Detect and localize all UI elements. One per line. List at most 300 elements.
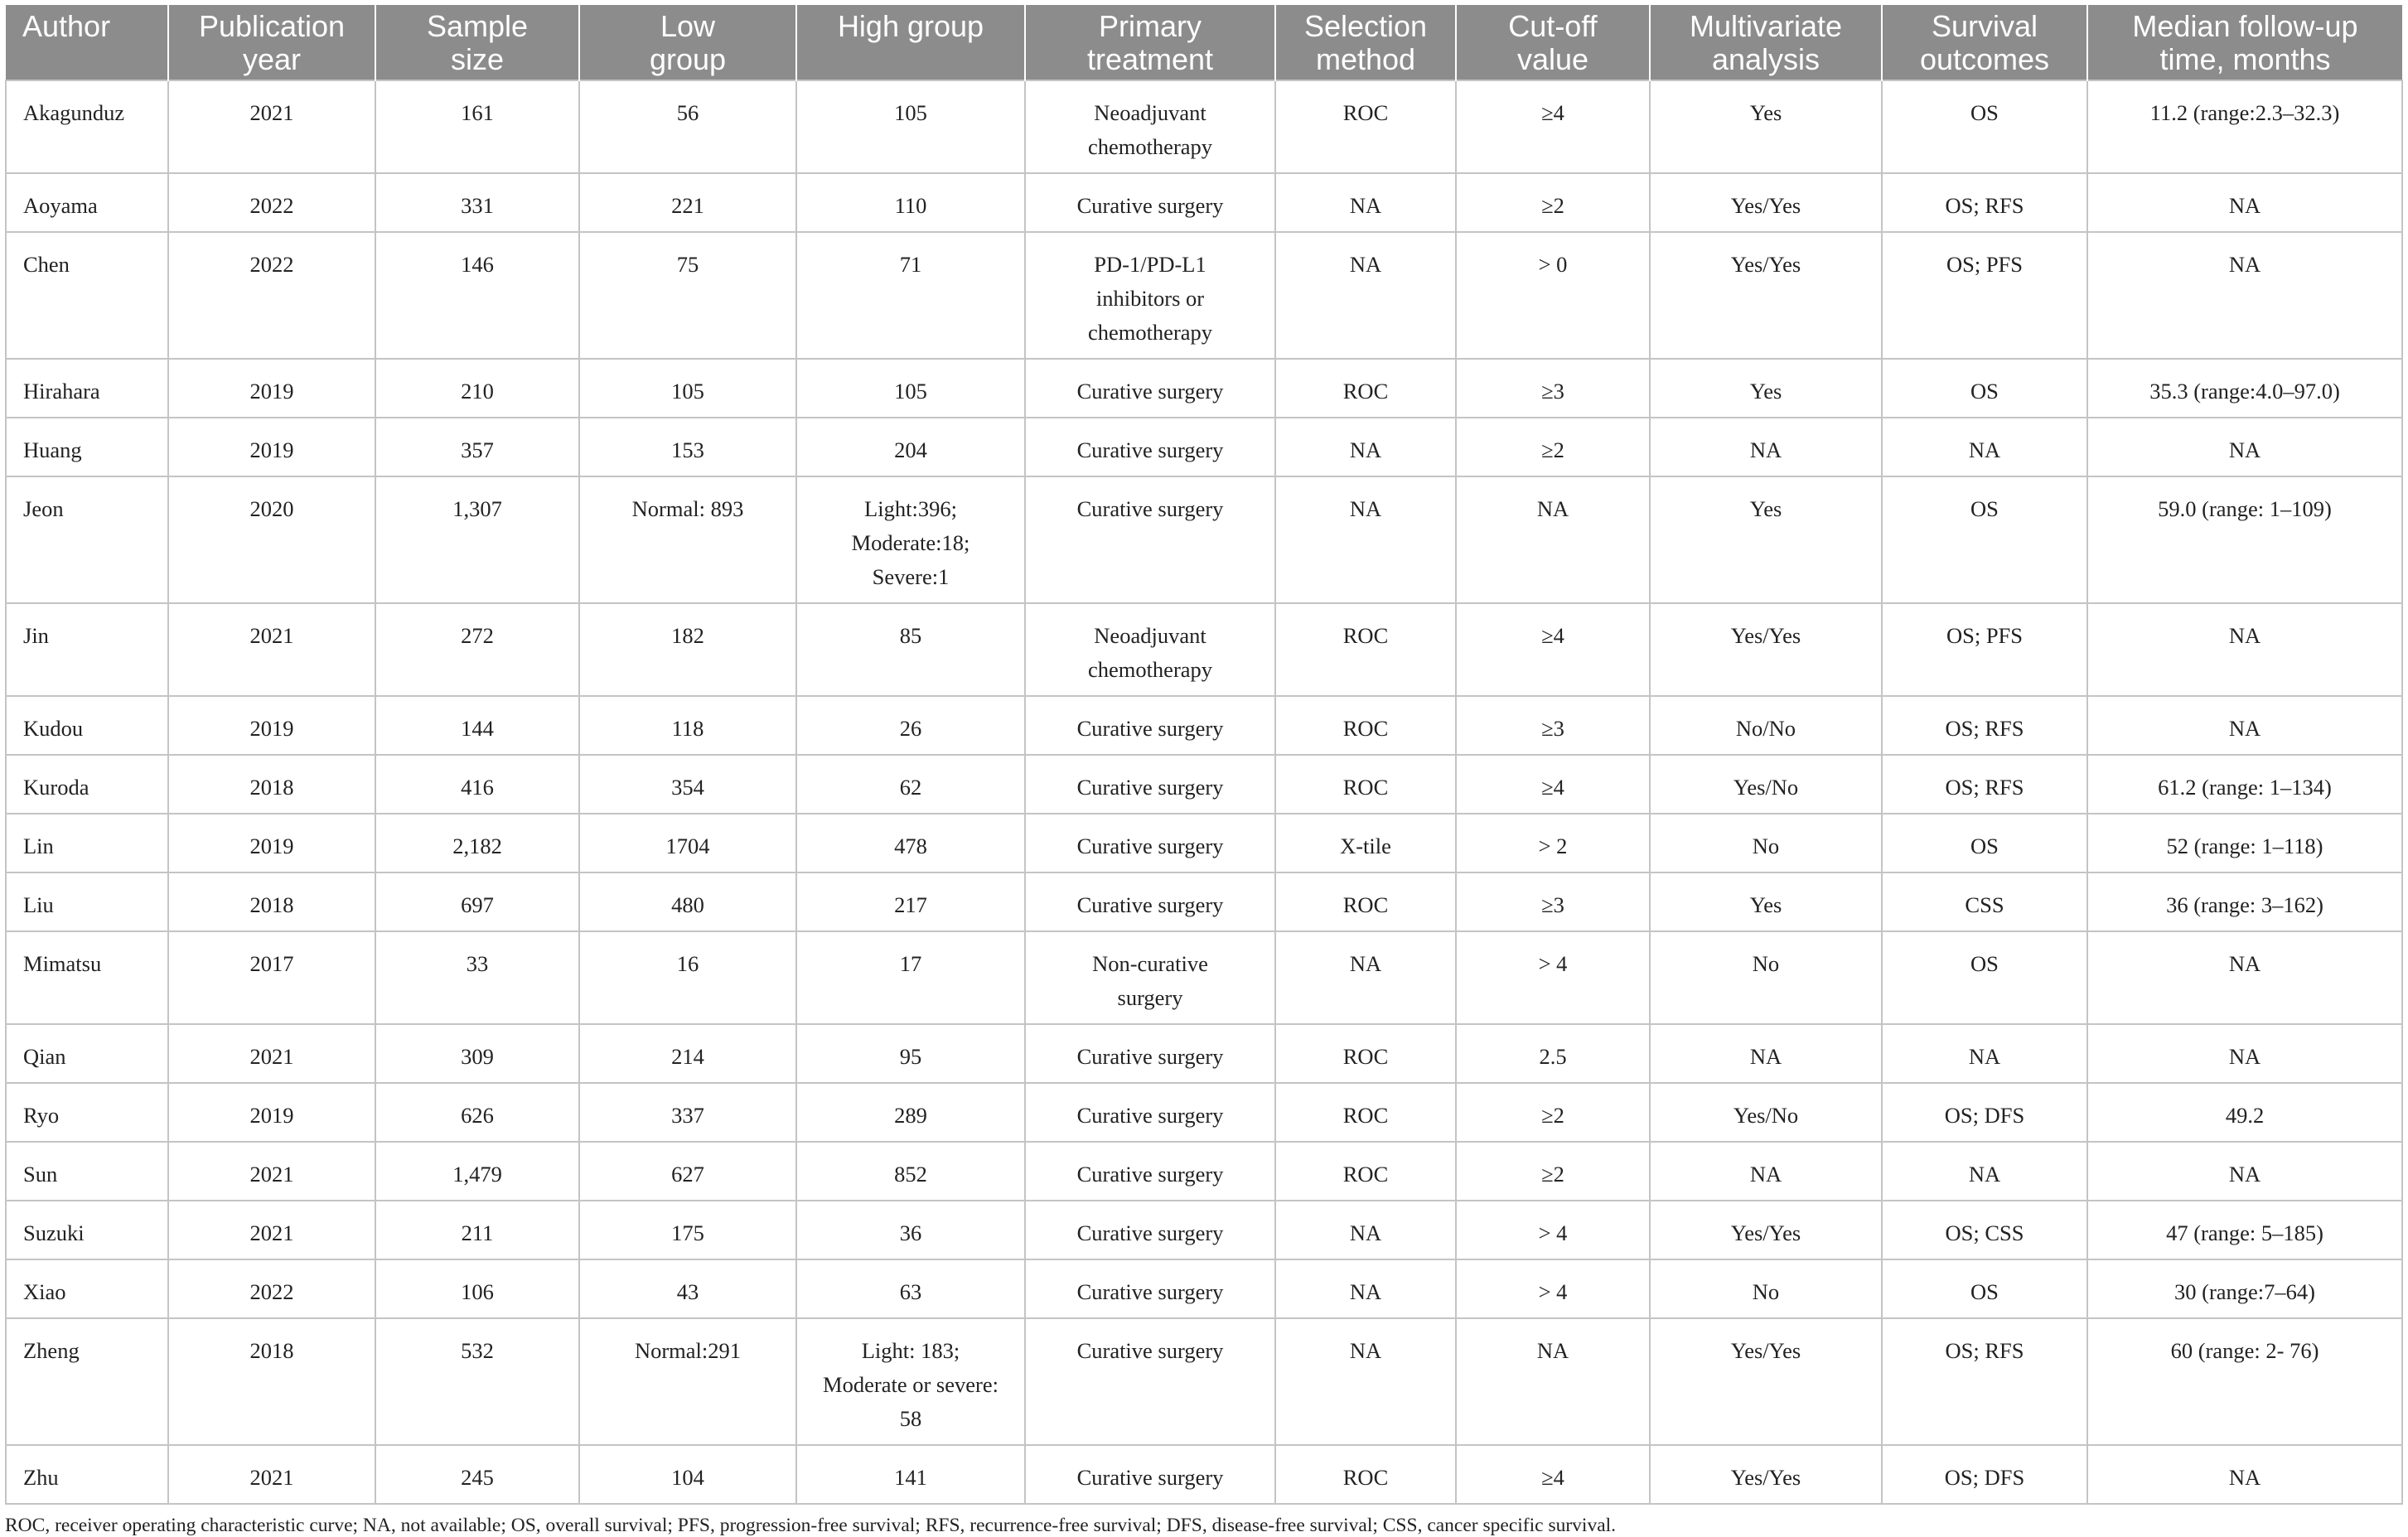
cell-low-group bbox=[579, 1445, 796, 1504]
cell-selection-method: ROC bbox=[1275, 603, 1456, 696]
cell-primary-treatment bbox=[1025, 1318, 1275, 1445]
cell-line: 110 bbox=[894, 193, 927, 218]
table-row bbox=[6, 359, 2402, 418]
cell-line: Curative surgery bbox=[1076, 379, 1224, 404]
cell-cutoff-value: ≥4 bbox=[1456, 1445, 1650, 1504]
cell-multivariate-analysis: NA bbox=[1650, 1024, 1882, 1083]
cell-low-group bbox=[579, 418, 796, 476]
table-row bbox=[6, 1083, 2402, 1142]
cell-multivariate-analysis: No bbox=[1650, 814, 1882, 872]
cell-selection-method: ROC bbox=[1275, 872, 1456, 931]
cell-selection-method: ROC bbox=[1275, 696, 1456, 755]
cell-selection-method: NA bbox=[1275, 931, 1456, 1024]
table-row bbox=[6, 1445, 2402, 1504]
cell-line: 217 bbox=[894, 892, 927, 917]
cell-line: 627 bbox=[671, 1162, 704, 1187]
column-header-primary-treatment bbox=[1025, 5, 1275, 80]
cell-author: Jeon bbox=[6, 476, 168, 603]
cell-primary-treatment bbox=[1025, 1201, 1275, 1259]
cell-line: 289 bbox=[894, 1103, 927, 1128]
cell-publication-year: 2019 bbox=[168, 696, 375, 755]
cell-line: Light: 183; bbox=[861, 1338, 960, 1363]
cell-line: 95 bbox=[899, 1044, 922, 1069]
cell-multivariate-analysis: NA bbox=[1650, 418, 1882, 476]
column-header-high-group bbox=[796, 5, 1025, 80]
cell-line: chemotherapy bbox=[1087, 657, 1213, 682]
header-line: year bbox=[242, 42, 302, 76]
cell-high-group bbox=[796, 1024, 1025, 1083]
cell-median-followup: NA bbox=[2087, 418, 2402, 476]
cell-multivariate-analysis: Yes/Yes bbox=[1650, 1318, 1882, 1445]
cell-median-followup: 61.2 (range: 1–134) bbox=[2087, 755, 2402, 814]
cell-line: 16 bbox=[676, 951, 699, 976]
cell-high-group bbox=[796, 1445, 1025, 1504]
cell-publication-year: 2020 bbox=[168, 476, 375, 603]
cell-median-followup: NA bbox=[2087, 931, 2402, 1024]
table-row bbox=[6, 696, 2402, 755]
cell-low-group bbox=[579, 359, 796, 418]
header-line: Survival bbox=[1931, 9, 2038, 43]
cell-low-group bbox=[579, 603, 796, 696]
cell-selection-method: NA bbox=[1275, 418, 1456, 476]
cell-primary-treatment bbox=[1025, 80, 1275, 173]
cell-sample-size: 272 bbox=[375, 603, 579, 696]
cell-high-group bbox=[796, 603, 1025, 696]
table-row bbox=[6, 80, 2402, 173]
cell-survival-outcomes: OS bbox=[1882, 476, 2087, 603]
cell-survival-outcomes: OS; RFS bbox=[1882, 696, 2087, 755]
cell-survival-outcomes: OS; PFS bbox=[1882, 232, 2087, 359]
cell-low-group bbox=[579, 814, 796, 872]
cell-high-group bbox=[796, 1318, 1025, 1445]
cell-low-group bbox=[579, 1142, 796, 1201]
cell-line: 56 bbox=[676, 100, 699, 125]
cell-high-group bbox=[796, 814, 1025, 872]
cell-line: inhibitors or bbox=[1095, 286, 1205, 311]
table-row bbox=[6, 1142, 2402, 1201]
header-line: time, months bbox=[2159, 42, 2331, 76]
cell-sample-size: 161 bbox=[375, 80, 579, 173]
cell-author: Zhu bbox=[6, 1445, 168, 1504]
cell-low-group bbox=[579, 1083, 796, 1142]
cell-line: chemotherapy bbox=[1087, 320, 1213, 345]
cell-line: Curative surgery bbox=[1076, 1465, 1224, 1490]
table-row bbox=[6, 603, 2402, 696]
column-header-median-followup bbox=[2087, 5, 2402, 80]
cell-median-followup: NA bbox=[2087, 603, 2402, 696]
cell-author: Lin bbox=[6, 814, 168, 872]
cell-line: Moderate:18; bbox=[851, 530, 970, 555]
cell-cutoff-value: ≥3 bbox=[1456, 696, 1650, 755]
cell-publication-year: 2021 bbox=[168, 80, 375, 173]
cell-low-group bbox=[579, 232, 796, 359]
cell-survival-outcomes: OS bbox=[1882, 1259, 2087, 1318]
cell-multivariate-analysis: Yes/Yes bbox=[1650, 232, 1882, 359]
cell-line: chemotherapy bbox=[1087, 134, 1213, 159]
cell-high-group bbox=[796, 1083, 1025, 1142]
column-header-publication-year bbox=[168, 5, 375, 80]
cell-cutoff-value: > 4 bbox=[1456, 931, 1650, 1024]
header-line: value bbox=[1516, 42, 1589, 76]
column-header-cutoff-value bbox=[1456, 5, 1650, 80]
cell-multivariate-analysis: Yes bbox=[1650, 872, 1882, 931]
cell-survival-outcomes: OS; DFS bbox=[1882, 1083, 2087, 1142]
cell-high-group bbox=[796, 476, 1025, 603]
cell-cutoff-value: 2.5 bbox=[1456, 1024, 1650, 1083]
cell-line: Curative surgery bbox=[1076, 1044, 1224, 1069]
cell-low-group bbox=[579, 173, 796, 232]
cell-line: Non-curative bbox=[1092, 951, 1208, 976]
cell-selection-method: ROC bbox=[1275, 1024, 1456, 1083]
cell-primary-treatment bbox=[1025, 232, 1275, 359]
cell-line: 354 bbox=[671, 775, 704, 800]
cell-line: Light:396; bbox=[864, 496, 957, 521]
table-row bbox=[6, 1201, 2402, 1259]
cell-line: Curative surgery bbox=[1076, 1220, 1224, 1245]
cell-survival-outcomes: OS bbox=[1882, 80, 2087, 173]
cell-line: Curative surgery bbox=[1076, 892, 1224, 917]
cell-sample-size: 626 bbox=[375, 1083, 579, 1142]
cell-line: Curative surgery bbox=[1076, 1279, 1224, 1304]
cell-publication-year: 2018 bbox=[168, 872, 375, 931]
cell-sample-size: 309 bbox=[375, 1024, 579, 1083]
cell-selection-method: NA bbox=[1275, 173, 1456, 232]
cell-primary-treatment bbox=[1025, 931, 1275, 1024]
cell-sample-size: 357 bbox=[375, 418, 579, 476]
cell-line: Curative surgery bbox=[1076, 1338, 1224, 1363]
table-row bbox=[6, 476, 2402, 603]
header-line: Median follow-up bbox=[2132, 9, 2358, 43]
cell-sample-size: 146 bbox=[375, 232, 579, 359]
cell-line: 17 bbox=[899, 951, 922, 976]
cell-line: surgery bbox=[1117, 985, 1183, 1010]
header-line: analysis bbox=[1711, 42, 1821, 76]
cell-line: PD-1/PD-L1 bbox=[1094, 252, 1206, 277]
cell-selection-method: NA bbox=[1275, 1201, 1456, 1259]
cell-line: Neoadjuvant bbox=[1094, 100, 1206, 125]
cell-cutoff-value: ≥2 bbox=[1456, 1083, 1650, 1142]
cell-line: 478 bbox=[894, 834, 927, 858]
cell-line: 62 bbox=[899, 775, 922, 800]
cell-median-followup: NA bbox=[2087, 173, 2402, 232]
cell-multivariate-analysis: Yes/Yes bbox=[1650, 1445, 1882, 1504]
cell-survival-outcomes: OS; DFS bbox=[1882, 1445, 2087, 1504]
cell-cutoff-value: ≥4 bbox=[1456, 755, 1650, 814]
table-footnote: ROC, receiver operating characteristic curve; NA, not available; OS, overall survival; PFS, progression-free survival; RFS, recurrence-free survival; DFS, disease-free survival; CSS, cancer specific survival. bbox=[5, 1515, 1617, 1536]
cell-survival-outcomes: OS bbox=[1882, 931, 2087, 1024]
cell-primary-treatment bbox=[1025, 755, 1275, 814]
cell-multivariate-analysis: No bbox=[1650, 1259, 1882, 1318]
cell-cutoff-value: ≥2 bbox=[1456, 418, 1650, 476]
study-characteristics-table bbox=[5, 5, 2403, 1505]
cell-author: Kuroda bbox=[6, 755, 168, 814]
cell-sample-size: 210 bbox=[375, 359, 579, 418]
cell-selection-method: ROC bbox=[1275, 1083, 1456, 1142]
cell-low-group bbox=[579, 1318, 796, 1445]
cell-high-group bbox=[796, 872, 1025, 931]
cell-low-group bbox=[579, 931, 796, 1024]
study-characteristics-table-container bbox=[5, 5, 2401, 1537]
cell-median-followup: 11.2 (range:2.3–32.3) bbox=[2087, 80, 2402, 173]
table-row bbox=[6, 931, 2402, 1024]
cell-sample-size: 1,479 bbox=[375, 1142, 579, 1201]
cell-cutoff-value: > 0 bbox=[1456, 232, 1650, 359]
cell-survival-outcomes: OS; PFS bbox=[1882, 603, 2087, 696]
cell-line: 105 bbox=[894, 100, 927, 125]
cell-publication-year: 2019 bbox=[168, 359, 375, 418]
cell-primary-treatment bbox=[1025, 603, 1275, 696]
cell-sample-size: 33 bbox=[375, 931, 579, 1024]
cell-cutoff-value: ≥2 bbox=[1456, 1142, 1650, 1201]
table-header-row bbox=[6, 5, 2402, 80]
cell-selection-method: NA bbox=[1275, 1259, 1456, 1318]
cell-author: Qian bbox=[6, 1024, 168, 1083]
cell-line: Curative surgery bbox=[1076, 437, 1224, 462]
cell-line: Curative surgery bbox=[1076, 1103, 1224, 1128]
column-header-survival-outcomes bbox=[1882, 5, 2087, 80]
cell-line: 214 bbox=[671, 1044, 704, 1069]
cell-author: Huang bbox=[6, 418, 168, 476]
cell-multivariate-analysis: No bbox=[1650, 931, 1882, 1024]
cell-author: Sun bbox=[6, 1142, 168, 1201]
cell-cutoff-value: > 2 bbox=[1456, 814, 1650, 872]
column-header-selection-method bbox=[1275, 5, 1456, 80]
cell-sample-size: 1,307 bbox=[375, 476, 579, 603]
table-body bbox=[6, 80, 2402, 1504]
cell-publication-year: 2018 bbox=[168, 1318, 375, 1445]
cell-median-followup: 30 (range:7–64) bbox=[2087, 1259, 2402, 1318]
cell-cutoff-value: ≥4 bbox=[1456, 80, 1650, 173]
cell-line: 63 bbox=[899, 1279, 922, 1304]
cell-sample-size: 144 bbox=[375, 696, 579, 755]
cell-selection-method: ROC bbox=[1275, 80, 1456, 173]
cell-high-group bbox=[796, 418, 1025, 476]
cell-high-group bbox=[796, 1259, 1025, 1318]
cell-median-followup: 52 (range: 1–118) bbox=[2087, 814, 2402, 872]
cell-line: 43 bbox=[676, 1279, 699, 1304]
cell-author: Ryo bbox=[6, 1083, 168, 1142]
cell-survival-outcomes: OS; CSS bbox=[1882, 1201, 2087, 1259]
cell-median-followup: NA bbox=[2087, 1445, 2402, 1504]
cell-high-group bbox=[796, 80, 1025, 173]
cell-cutoff-value: ≥3 bbox=[1456, 872, 1650, 931]
cell-high-group bbox=[796, 1201, 1025, 1259]
cell-multivariate-analysis: Yes bbox=[1650, 476, 1882, 603]
cell-median-followup: 36 (range: 3–162) bbox=[2087, 872, 2402, 931]
column-header-sample-size bbox=[375, 5, 579, 80]
cell-low-group bbox=[579, 696, 796, 755]
cell-median-followup: NA bbox=[2087, 1142, 2402, 1201]
cell-sample-size: 2,182 bbox=[375, 814, 579, 872]
cell-multivariate-analysis: Yes bbox=[1650, 80, 1882, 173]
cell-line: 105 bbox=[894, 379, 927, 404]
cell-survival-outcomes: OS; RFS bbox=[1882, 173, 2087, 232]
header-line: treatment bbox=[1086, 42, 1214, 76]
table-row bbox=[6, 1318, 2402, 1445]
cell-sample-size: 211 bbox=[375, 1201, 579, 1259]
cell-publication-year: 2021 bbox=[168, 1201, 375, 1259]
cell-high-group bbox=[796, 359, 1025, 418]
cell-primary-treatment bbox=[1025, 1445, 1275, 1504]
header-line: Low bbox=[660, 9, 716, 43]
cell-line: 75 bbox=[676, 252, 699, 277]
cell-sample-size: 532 bbox=[375, 1318, 579, 1445]
header-line: method bbox=[1315, 42, 1416, 76]
cell-median-followup: 49.2 bbox=[2087, 1083, 2402, 1142]
cell-primary-treatment bbox=[1025, 1259, 1275, 1318]
cell-line: 36 bbox=[899, 1220, 922, 1245]
cell-author: Aoyama bbox=[6, 173, 168, 232]
cell-median-followup: 59.0 (range: 1–109) bbox=[2087, 476, 2402, 603]
table-row bbox=[6, 755, 2402, 814]
cell-survival-outcomes: OS; RFS bbox=[1882, 755, 2087, 814]
cell-publication-year: 2021 bbox=[168, 603, 375, 696]
cell-low-group bbox=[579, 872, 796, 931]
cell-line: Curative surgery bbox=[1076, 834, 1224, 858]
cell-low-group bbox=[579, 755, 796, 814]
header-line: Sample bbox=[426, 9, 529, 43]
cell-sample-size: 331 bbox=[375, 173, 579, 232]
cell-author: Hirahara bbox=[6, 359, 168, 418]
cell-cutoff-value: > 4 bbox=[1456, 1201, 1650, 1259]
cell-survival-outcomes: NA bbox=[1882, 1142, 2087, 1201]
column-header-multivariate-analysis bbox=[1650, 5, 1882, 80]
cell-sample-size: 697 bbox=[375, 872, 579, 931]
cell-multivariate-analysis: No/No bbox=[1650, 696, 1882, 755]
cell-line: 852 bbox=[894, 1162, 927, 1187]
cell-cutoff-value: NA bbox=[1456, 476, 1650, 603]
cell-publication-year: 2018 bbox=[168, 755, 375, 814]
cell-survival-outcomes: NA bbox=[1882, 418, 2087, 476]
cell-line: 104 bbox=[671, 1465, 704, 1490]
column-header-low-group bbox=[579, 5, 796, 80]
table-row bbox=[6, 173, 2402, 232]
cell-author: Zheng bbox=[6, 1318, 168, 1445]
cell-primary-treatment bbox=[1025, 1142, 1275, 1201]
cell-line: 175 bbox=[671, 1220, 704, 1245]
cell-low-group bbox=[579, 1024, 796, 1083]
cell-line: Curative surgery bbox=[1076, 716, 1224, 741]
cell-sample-size: 416 bbox=[375, 755, 579, 814]
cell-selection-method: ROC bbox=[1275, 1142, 1456, 1201]
cell-line: Curative surgery bbox=[1076, 496, 1224, 521]
cell-author: Chen bbox=[6, 232, 168, 359]
cell-line: Severe:1 bbox=[872, 564, 950, 589]
cell-primary-treatment bbox=[1025, 418, 1275, 476]
cell-low-group bbox=[579, 1201, 796, 1259]
cell-primary-treatment bbox=[1025, 476, 1275, 603]
cell-line: 221 bbox=[671, 193, 704, 218]
cell-line: 153 bbox=[671, 437, 704, 462]
cell-line: 204 bbox=[894, 437, 927, 462]
cell-line: Neoadjuvant bbox=[1094, 623, 1206, 648]
cell-multivariate-analysis: Yes/No bbox=[1650, 755, 1882, 814]
cell-primary-treatment bbox=[1025, 872, 1275, 931]
cell-line: Normal:291 bbox=[634, 1338, 742, 1363]
cell-line: 141 bbox=[894, 1465, 927, 1490]
cell-multivariate-analysis: NA bbox=[1650, 1142, 1882, 1201]
cell-primary-treatment bbox=[1025, 1024, 1275, 1083]
cell-line: Moderate or severe: bbox=[823, 1372, 998, 1397]
cell-sample-size: 106 bbox=[375, 1259, 579, 1318]
header-line: High group bbox=[837, 9, 984, 43]
cell-cutoff-value: ≥3 bbox=[1456, 359, 1650, 418]
cell-multivariate-analysis: Yes/Yes bbox=[1650, 173, 1882, 232]
cell-sample-size: 245 bbox=[375, 1445, 579, 1504]
cell-line: Curative surgery bbox=[1076, 775, 1224, 800]
cell-primary-treatment bbox=[1025, 696, 1275, 755]
cell-high-group bbox=[796, 755, 1025, 814]
cell-survival-outcomes: NA bbox=[1882, 1024, 2087, 1083]
header-line: group bbox=[649, 42, 727, 76]
header-line: outcomes bbox=[1919, 42, 2050, 76]
cell-author: Kudou bbox=[6, 696, 168, 755]
cell-line: Curative surgery bbox=[1076, 1162, 1224, 1187]
table-row bbox=[6, 814, 2402, 872]
cell-multivariate-analysis: Yes/No bbox=[1650, 1083, 1882, 1142]
cell-publication-year: 2022 bbox=[168, 173, 375, 232]
cell-selection-method: NA bbox=[1275, 476, 1456, 603]
cell-line: 85 bbox=[899, 623, 922, 648]
cell-line: Curative surgery bbox=[1076, 193, 1224, 218]
cell-median-followup: 47 (range: 5–185) bbox=[2087, 1201, 2402, 1259]
cell-publication-year: 2021 bbox=[168, 1024, 375, 1083]
cell-high-group bbox=[796, 173, 1025, 232]
cell-high-group bbox=[796, 696, 1025, 755]
header-line: Cut-off bbox=[1508, 9, 1598, 43]
cell-author: Jin bbox=[6, 603, 168, 696]
cell-primary-treatment bbox=[1025, 814, 1275, 872]
cell-low-group bbox=[579, 1259, 796, 1318]
cell-survival-outcomes: OS bbox=[1882, 814, 2087, 872]
cell-survival-outcomes: OS; RFS bbox=[1882, 1318, 2087, 1445]
cell-line: 1704 bbox=[665, 834, 710, 858]
header-line: Primary bbox=[1099, 9, 1202, 43]
table-row bbox=[6, 418, 2402, 476]
cell-median-followup: 35.3 (range:4.0–97.0) bbox=[2087, 359, 2402, 418]
cell-cutoff-value: ≥4 bbox=[1456, 603, 1650, 696]
header-line: Author bbox=[22, 9, 111, 43]
cell-publication-year: 2019 bbox=[168, 1083, 375, 1142]
cell-cutoff-value: NA bbox=[1456, 1318, 1650, 1445]
cell-line: 118 bbox=[671, 716, 704, 741]
cell-line: 182 bbox=[671, 623, 704, 648]
column-header-author bbox=[6, 5, 168, 80]
cell-cutoff-value: ≥2 bbox=[1456, 173, 1650, 232]
cell-median-followup: 60 (range: 2- 76) bbox=[2087, 1318, 2402, 1445]
header-line: Selection bbox=[1303, 9, 1428, 43]
cell-author: Akagunduz bbox=[6, 80, 168, 173]
cell-selection-method: NA bbox=[1275, 1318, 1456, 1445]
cell-primary-treatment bbox=[1025, 359, 1275, 418]
cell-line: 71 bbox=[899, 252, 922, 277]
cell-multivariate-analysis: Yes/Yes bbox=[1650, 603, 1882, 696]
cell-selection-method: ROC bbox=[1275, 755, 1456, 814]
header-line: size bbox=[450, 42, 505, 76]
table-row bbox=[6, 872, 2402, 931]
cell-author: Mimatsu bbox=[6, 931, 168, 1024]
header-line: Publication bbox=[198, 9, 346, 43]
table-row bbox=[6, 1024, 2402, 1083]
cell-line: 480 bbox=[671, 892, 704, 917]
cell-publication-year: 2022 bbox=[168, 232, 375, 359]
cell-author: Suzuki bbox=[6, 1201, 168, 1259]
cell-low-group bbox=[579, 476, 796, 603]
cell-survival-outcomes: CSS bbox=[1882, 872, 2087, 931]
cell-line: 26 bbox=[899, 716, 922, 741]
cell-publication-year: 2019 bbox=[168, 418, 375, 476]
cell-line: 58 bbox=[899, 1406, 922, 1431]
